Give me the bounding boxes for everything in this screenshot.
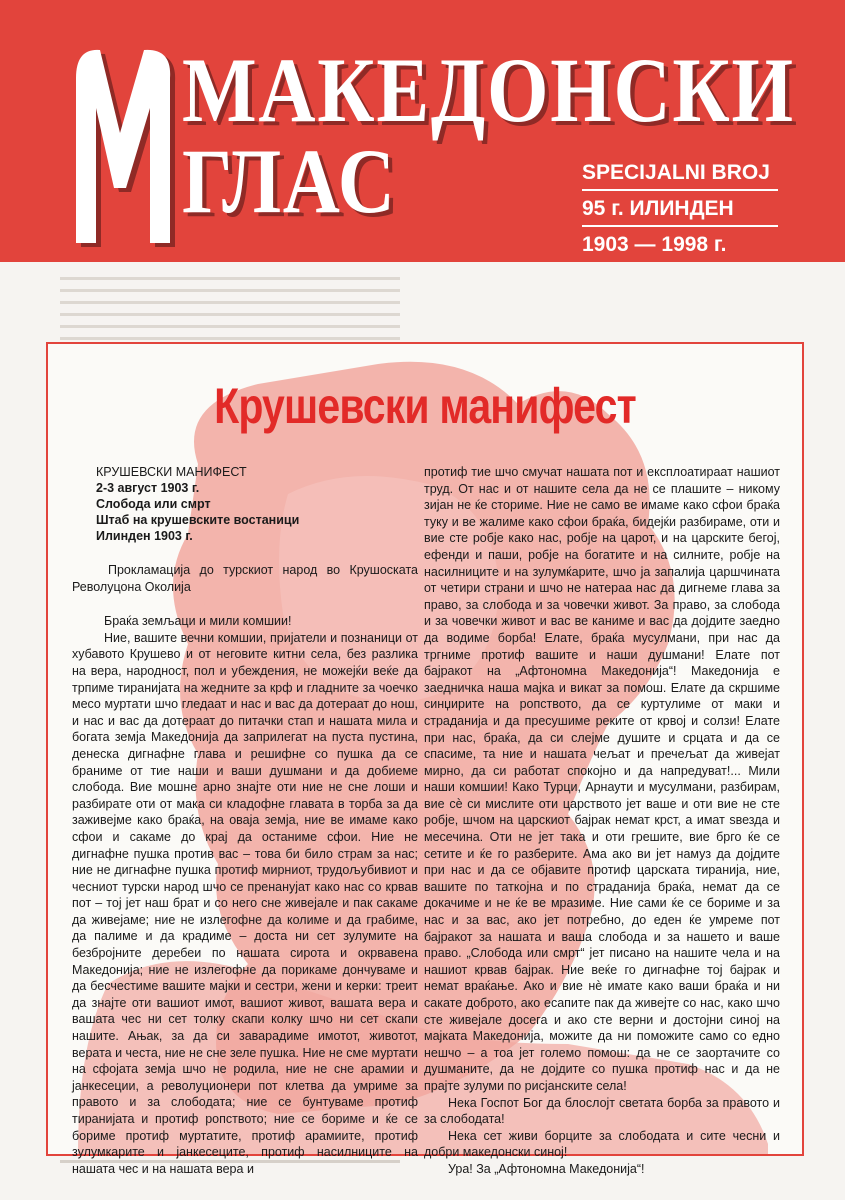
body-paragraph-left: Ние, вашите вечни комшии, пријатели и познаници от хубавото Крушево и от неговите китни села, без разлика на вера, народност, пол и убеждения, не можејќи веќе да трпиме тиранијата на жедните за крф и гладните за чоечко месо муртати шчо гледаат и нас и вас да дотераат до нош, и нас и вас да дотераат до питачки стап и нашата мила и богата земја Македонија да заприлегат на пуста пустина, денеска дигнафне глава и решифне со пушка да се браниме от тие наши и ваши душмани и да добиеме слобода. Вие мошне арно знајте оти ние не сне лоши и разбирате оти от мака си кладофне главата в торба за да заживејме како браќа, на оваја земја, ние ве имаме како сфои и сакаме до крај да останиме сфои. Ние не дигнафне пушка против вас – това би било страм за нас; ние не дигнафне пушка протиф мирниот, трудољубивиот и чесниот турски народ шчо се пренанујат како нас со крвав пот – тој јет наш брат и со него сне живејале и пак сакаме да живејаме; ние не излегофне да колиме и да грабиме, да палиме и да крадиме – доста ни сет зулумите на безбројните деребеи по нашата сирота и окрвавена Македонија; ние не излегофне да порикаме дончуваме и да бесчестиме вашите мајки и сестри, жени и керки: треит да знајте оти вашиот имот, вашиот живот, вашата вера и вашата чес ни сет толку скапи колку шчо ни сет скапи нашите. Ањак, за да си заварадиме имотот, животот, верата и честа, ние не сне зеле пушка. Ние не сме муртати на сфојата земја шчо не родила, ние не сне арамии и јанкесеции, а револуционери пот клетва да умриме за правото и за слободата; ние се бунтуваме протиф тиранијата и протиф ропството; ние се бориме и ќе се бориме протиф муртатите, протиф арамиите, протиф зулумкарите и јанкесеците, протиф насилниците на нашата чес и на нашата вера и <box>72 630 419 1176</box>
manifest-header-line: Слобода или смрт <box>96 497 211 511</box>
masthead <box>0 0 845 262</box>
edition-years: 1903 — 1998 г. <box>582 233 727 256</box>
manifest-header-line: Илинден 1903 г. <box>96 529 193 543</box>
edition-box <box>582 155 778 261</box>
article-column-left <box>72 464 418 1177</box>
manifest-header <box>96 464 418 544</box>
closing-line: Нека сет живи борците за слободата и сите чесни и добри македонски синој! <box>424 1128 780 1160</box>
article-column-right <box>424 464 780 1178</box>
proclamation-line: Прокламација до турскиот народ во Крушоската Револуцона Околија <box>72 563 418 594</box>
closing-line: Нека Госпот Бог да блослојт светата борба за правото и за слободата! <box>424 1095 780 1127</box>
manifest-header-line: КРУШЕВСКИ МАНИФЕСТ <box>96 465 247 479</box>
manifest-header-line: 2-3 август 1903 г. <box>96 481 200 495</box>
masthead-title-row1: МАКЕДОНСКИ <box>182 39 795 141</box>
greeting-line: Браќа земљаци и мили комшии! <box>104 614 292 629</box>
article-frame <box>46 342 804 1176</box>
manifest-header-line: Штаб на крушевските востаници <box>96 513 300 527</box>
edition-special-issue: SPECIJALNI BROJ <box>582 155 778 191</box>
masthead-m-glyph <box>62 38 182 253</box>
article-title: Крушевски манифест <box>214 378 636 434</box>
body-paragraph-right: протиф тие шчо смучат нашата пот и експлоатираат нашиот труд. От нас и от нашите села да не се плашите – никому зијан не ќе сториме. Ние не само ве имаме како сфои браќа туку и ве жалиме како сфои браќа, бидејќи разбираме, оти и вие сте робје како нас, робје на царот, и на царските бегој, ефенди и паши, робје на богатите и на силните, робје на насилниците и на зулумќарите, шчо ја запалија царшчината от четири страни и шчо не натераа нас да дигнеме глава за право, за слобода и за човечки живот. За право, за слобода и за човечки живот и вас ве каниме и вас да дојдите заедно да водиме борба! Елате, браќа мусулмани, при нас да тргниме протиф вашите и наши душмани! Елате пот бајракот на „Афтономна Македонија“! Македонија е заедничка наша мајка и викат за помош. Елате да скршиме синџирите на ропството, да се куртулиме от маки и страданија и да пресушиме реките от крвој и солзи! Елате при нас, браќа, да си слејме душите и срцата и да се спасиме, та ние и нашата чељат и пречељат да живејат мирно, да си работат спокојно и да напредуват!... Мили наши комшии! Како Турци, Арнаути и мусулмани, разбирам, вие сѐ си мислите оти царството јет ваше и оти вие не сте робје, шчом на царскиот бајрак немат крст, а имат ѕвезда и месечина. Оти не јет така и оти грешите, вие брго ќе се сетите и ќе го разберите. Ама ако ви јет намуз да дојдите при нас и да се објавите протиф царската тиранија, ние, вашите по таткојна и по страданија браќа, немат да се докачиме и не ќе ве мразиме. Ние сами ќе се бориме и за нас и за вас, ако јет потребно, до еден ќе умреме пот бајракот за нашата и ваша слобода и за нашето и ваше право. „Слобода или смрт“ јет писано на нашите чела и на нашиот крвав бајрак. Ние веќе го дигнафне тој бајрак и немат враќање. Ако и вие нѐ имате како ваши браќа и ни сакате доброто, ако есапите пак да живејте со нас, како шчо сте живејале досега и ако сте верни и достојни синој на мајката Македонија, можите да ни поможите само со едно нешчо – а тоа јет големо помош: да не се заортачите со душманите, да не дојдите со пушка протиф нас и да не прајте зулуми по рисјанските села! <box>424 465 780 1093</box>
edition-anniversary: 95 г. ИЛИНДЕН <box>582 191 778 227</box>
closing-line: Ура! За „Афтономна Македонија“! <box>448 1161 645 1176</box>
masthead-title-row2: ГЛАС <box>182 130 397 232</box>
show-through-text <box>60 268 400 349</box>
